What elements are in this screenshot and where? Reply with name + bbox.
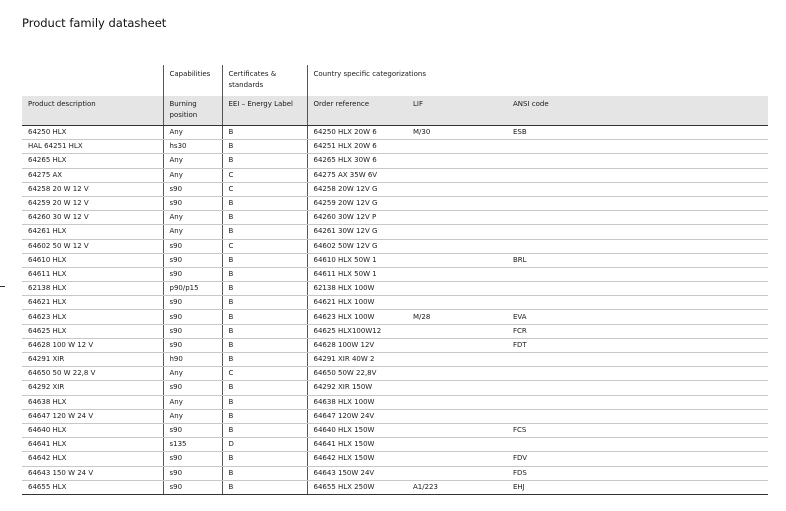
cell-product: 64650 50 W 22,8 V — [22, 367, 163, 381]
cell-ansi — [507, 182, 768, 196]
table-row — [22, 438, 768, 452]
cell-product: 64647 120 W 24 V — [22, 409, 163, 423]
group-capabilities: Capabilities — [163, 65, 222, 96]
cell-order: 64250 HLX 20W 6 — [307, 126, 407, 140]
cell-order: 64258 20W 12V G — [307, 182, 407, 196]
cell-product: 64260 30 W 12 V — [22, 211, 163, 225]
cell-lif — [407, 452, 507, 466]
cell-lif — [407, 395, 507, 409]
cell-order: 64251 HLX 20W 6 — [307, 140, 407, 154]
cell-eei: B — [222, 140, 307, 154]
col-header-ansi: ANSI code — [507, 96, 768, 126]
table-row — [22, 367, 768, 381]
cell-eei: B — [222, 466, 307, 480]
cell-lif — [407, 409, 507, 423]
cell-ansi — [507, 239, 768, 253]
cell-burning: Any — [163, 168, 222, 182]
cell-lif — [407, 267, 507, 281]
table-row — [22, 353, 768, 367]
cell-product: 64642 HLX — [22, 452, 163, 466]
cell-eei: B — [222, 296, 307, 310]
cell-ansi — [507, 409, 768, 423]
cell-product: 64292 XIR — [22, 381, 163, 395]
table-row — [22, 267, 768, 281]
cell-order: 64261 30W 12V G — [307, 225, 407, 239]
col-header-product: Product description — [22, 96, 163, 126]
cell-ansi: EHJ — [507, 480, 768, 494]
cell-eei: B — [222, 211, 307, 225]
cell-ansi: FDS — [507, 466, 768, 480]
cell-ansi: FDV — [507, 452, 768, 466]
cell-lif — [407, 338, 507, 352]
cell-product: 64640 HLX — [22, 423, 163, 437]
cell-lif — [407, 182, 507, 196]
cell-burning: s90 — [163, 324, 222, 338]
cell-product: 64655 HLX — [22, 480, 163, 494]
cell-lif — [407, 466, 507, 480]
cell-lif: M/30 — [407, 126, 507, 140]
cell-burning: p90/p15 — [163, 282, 222, 296]
cell-ansi: FCS — [507, 423, 768, 437]
cell-eei: B — [222, 253, 307, 267]
cell-ansi: FDT — [507, 338, 768, 352]
cell-ansi — [507, 154, 768, 168]
cell-burning: s90 — [163, 466, 222, 480]
table-row — [22, 182, 768, 196]
cell-product: 64610 HLX — [22, 253, 163, 267]
cell-product: 64628 100 W 12 V — [22, 338, 163, 352]
cell-product: 64261 HLX — [22, 225, 163, 239]
cell-lif — [407, 296, 507, 310]
cell-lif — [407, 423, 507, 437]
cell-order: 64650 50W 22,8V — [307, 367, 407, 381]
cell-burning: s90 — [163, 338, 222, 352]
table-row — [22, 409, 768, 423]
cell-product: 64625 HLX — [22, 324, 163, 338]
cell-order: 64275 AX 35W 6V — [307, 168, 407, 182]
cell-ansi: EVA — [507, 310, 768, 324]
cell-order: 64625 HLX100W12 — [307, 324, 407, 338]
cell-burning: hs30 — [163, 140, 222, 154]
cell-lif — [407, 253, 507, 267]
cell-burning: Any — [163, 154, 222, 168]
cell-order: 64643 150W 24V — [307, 466, 407, 480]
cell-order: 64640 HLX 150W — [307, 423, 407, 437]
column-header-row — [22, 96, 768, 126]
group-country: Country specific categorizations — [307, 65, 768, 96]
table-row — [22, 211, 768, 225]
cell-burning: Any — [163, 409, 222, 423]
margin-mark — [0, 286, 5, 287]
cell-order: 64292 XIR 150W — [307, 381, 407, 395]
cell-product: 64611 HLX — [22, 267, 163, 281]
table-row — [22, 140, 768, 154]
cell-burning: Any — [163, 367, 222, 381]
table-row — [22, 253, 768, 267]
cell-product: 64291 XIR — [22, 353, 163, 367]
cell-order: 64611 HLX 50W 1 — [307, 267, 407, 281]
col-header-eei: EEI – Energy Label — [222, 96, 307, 126]
table-row — [22, 168, 768, 182]
cell-product: 64643 150 W 24 V — [22, 466, 163, 480]
cell-burning: s90 — [163, 452, 222, 466]
cell-eei: B — [222, 225, 307, 239]
cell-lif — [407, 140, 507, 154]
cell-order: 64260 30W 12V P — [307, 211, 407, 225]
table-row — [22, 395, 768, 409]
cell-product: HAL 64251 HLX — [22, 140, 163, 154]
cell-product: 64623 HLX — [22, 310, 163, 324]
group-empty — [22, 65, 163, 96]
cell-ansi — [507, 353, 768, 367]
cell-eei: B — [222, 267, 307, 281]
cell-burning: Any — [163, 395, 222, 409]
cell-burning: s90 — [163, 239, 222, 253]
page-title: Product family datasheet — [22, 16, 167, 30]
cell-ansi — [507, 381, 768, 395]
table-row — [22, 126, 768, 140]
cell-product: 64638 HLX — [22, 395, 163, 409]
cell-lif — [407, 211, 507, 225]
cell-lif — [407, 438, 507, 452]
cell-burning: s90 — [163, 480, 222, 494]
cell-product: 64259 20 W 12 V — [22, 196, 163, 210]
cell-lif — [407, 168, 507, 182]
cell-lif — [407, 381, 507, 395]
table-row — [22, 466, 768, 480]
cell-eei: B — [222, 324, 307, 338]
cell-eei: B — [222, 154, 307, 168]
cell-order: 64265 HLX 30W 6 — [307, 154, 407, 168]
cell-eei: C — [222, 367, 307, 381]
cell-lif — [407, 225, 507, 239]
cell-product: 64602 50 W 12 V — [22, 239, 163, 253]
cell-order: 64623 HLX 100W — [307, 310, 407, 324]
table-row — [22, 196, 768, 210]
cell-ansi — [507, 225, 768, 239]
cell-ansi — [507, 168, 768, 182]
cell-ansi — [507, 367, 768, 381]
cell-burning: s90 — [163, 182, 222, 196]
col-header-lif: LIF — [407, 96, 507, 126]
cell-order: 64628 100W 12V — [307, 338, 407, 352]
cell-order: 64642 HLX 150W — [307, 452, 407, 466]
cell-lif: M/28 — [407, 310, 507, 324]
cell-order: 64610 HLX 50W 1 — [307, 253, 407, 267]
cell-lif — [407, 196, 507, 210]
cell-product: 64250 HLX — [22, 126, 163, 140]
cell-burning: Any — [163, 225, 222, 239]
cell-ansi: FCR — [507, 324, 768, 338]
cell-product: 64258 20 W 12 V — [22, 182, 163, 196]
cell-product: 64275 AX — [22, 168, 163, 182]
col-header-order: Order reference — [307, 96, 407, 126]
cell-lif — [407, 282, 507, 296]
table-row — [22, 381, 768, 395]
cell-eei: B — [222, 381, 307, 395]
cell-burning: s90 — [163, 423, 222, 437]
cell-order: 64602 50W 12V G — [307, 239, 407, 253]
cell-order: 64655 HLX 250W — [307, 480, 407, 494]
table-row — [22, 225, 768, 239]
cell-ansi — [507, 211, 768, 225]
table-row — [22, 310, 768, 324]
cell-eei: C — [222, 168, 307, 182]
cell-eei: B — [222, 409, 307, 423]
cell-ansi — [507, 267, 768, 281]
cell-product: 64641 HLX — [22, 438, 163, 452]
cell-ansi — [507, 140, 768, 154]
cell-ansi — [507, 196, 768, 210]
cell-order: 64641 HLX 150W — [307, 438, 407, 452]
cell-ansi — [507, 438, 768, 452]
cell-eei: B — [222, 126, 307, 140]
cell-eei: C — [222, 182, 307, 196]
cell-burning: h90 — [163, 353, 222, 367]
table-row — [22, 282, 768, 296]
group-certificates: Certificates & standards — [222, 65, 307, 96]
cell-burning: s90 — [163, 267, 222, 281]
table-row — [22, 452, 768, 466]
table-row — [22, 324, 768, 338]
table-row — [22, 423, 768, 437]
cell-order: 64621 HLX 100W — [307, 296, 407, 310]
table-row — [22, 154, 768, 168]
cell-order: 62138 HLX 100W — [307, 282, 407, 296]
cell-burning: s90 — [163, 196, 222, 210]
cell-eei: D — [222, 438, 307, 452]
cell-order: 64647 120W 24V — [307, 409, 407, 423]
col-header-burning: Burning position — [163, 96, 222, 126]
table-row — [22, 338, 768, 352]
cell-burning: s90 — [163, 381, 222, 395]
cell-product: 62138 HLX — [22, 282, 163, 296]
cell-eei: B — [222, 282, 307, 296]
table-row — [22, 296, 768, 310]
cell-burning: s90 — [163, 253, 222, 267]
cell-ansi — [507, 395, 768, 409]
group-header-row — [22, 65, 768, 96]
cell-burning: Any — [163, 211, 222, 225]
cell-ansi — [507, 296, 768, 310]
cell-eei: B — [222, 395, 307, 409]
cell-eei: B — [222, 338, 307, 352]
cell-eei: B — [222, 452, 307, 466]
cell-ansi: BRL — [507, 253, 768, 267]
cell-lif — [407, 239, 507, 253]
datasheet-table — [22, 65, 768, 495]
cell-eei: B — [222, 480, 307, 494]
cell-lif — [407, 324, 507, 338]
cell-eei: C — [222, 239, 307, 253]
cell-lif — [407, 353, 507, 367]
table-row — [22, 239, 768, 253]
cell-product: 64265 HLX — [22, 154, 163, 168]
cell-burning: Any — [163, 126, 222, 140]
cell-eei: B — [222, 353, 307, 367]
cell-lif: A1/223 — [407, 480, 507, 494]
cell-order: 64259 20W 12V G — [307, 196, 407, 210]
cell-eei: B — [222, 310, 307, 324]
cell-eei: B — [222, 196, 307, 210]
cell-burning: s90 — [163, 296, 222, 310]
cell-order: 64291 XIR 40W 2 — [307, 353, 407, 367]
cell-product: 64621 HLX — [22, 296, 163, 310]
cell-lif — [407, 154, 507, 168]
cell-lif — [407, 367, 507, 381]
cell-ansi: ESB — [507, 126, 768, 140]
cell-ansi — [507, 282, 768, 296]
cell-burning: s90 — [163, 310, 222, 324]
cell-eei: B — [222, 423, 307, 437]
cell-order: 64638 HLX 100W — [307, 395, 407, 409]
table-row — [22, 480, 768, 494]
cell-burning: s135 — [163, 438, 222, 452]
